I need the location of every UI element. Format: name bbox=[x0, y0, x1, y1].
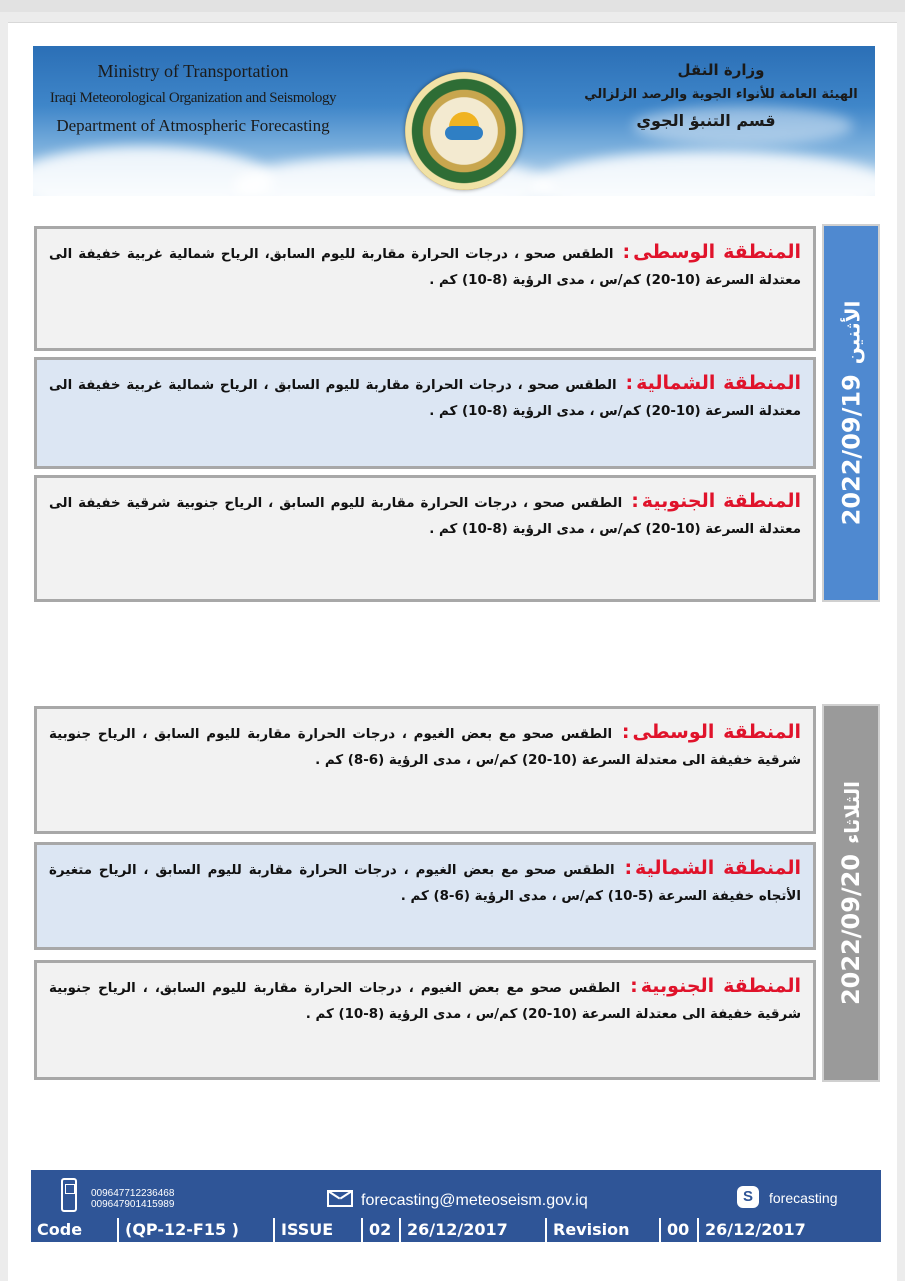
day-name-label: الثلاثاء bbox=[840, 780, 864, 844]
document-control-bar bbox=[31, 1218, 881, 1242]
code-label: Code bbox=[37, 1220, 83, 1239]
skype-handle[interactable]: forecasting bbox=[769, 1190, 838, 1206]
region-name: المنطقة الجنوبية bbox=[640, 975, 801, 997]
region-central-day1 bbox=[34, 226, 816, 351]
region-colon: : bbox=[631, 490, 639, 512]
revision-label: Revision bbox=[545, 1218, 659, 1242]
issue-label: ISSUE bbox=[273, 1218, 361, 1242]
skype-icon: S bbox=[737, 1186, 759, 1208]
region-colon: : bbox=[630, 975, 638, 997]
region-colon: : bbox=[625, 372, 634, 394]
region-south-day2 bbox=[34, 960, 816, 1080]
organization-name-en: Iraqi Meteorological Organization and Seismology bbox=[49, 90, 337, 106]
date-label: 2022/09/19 bbox=[837, 374, 865, 526]
region-forecast-text: الطقس صحو ، درجات الحرارة مقاربة لليوم السابق ، الرياح جنوبية شرقية خفيفة الى معتدلة السرعة (10-20) كم/س ، مدى الرؤية (8-10) كم . bbox=[49, 496, 801, 537]
region-name: المنطقة الجنوبية bbox=[641, 490, 801, 512]
phone-number: 009647712236468 bbox=[91, 1188, 175, 1199]
cloud-icon bbox=[445, 126, 483, 140]
ministry-name-en: Ministry of Transportation bbox=[97, 61, 289, 81]
region-forecast-text: الطقس صحو ، درجات الحرارة مقاربة لليوم السابق، الرياح شمالية غربية خفيفة الى معتدلة السرعة (10-20) كم/س ، مدى الرؤية (8-10) كم . bbox=[49, 247, 801, 288]
page-sheet bbox=[8, 22, 897, 1281]
region-south-day1 bbox=[34, 475, 816, 602]
header-arabic bbox=[581, 58, 861, 134]
region-north-day2 bbox=[34, 842, 816, 950]
header-banner bbox=[33, 46, 875, 196]
top-strip bbox=[0, 0, 905, 12]
region-forecast-text: الطقس صحو ، درجات الحرارة مقاربة لليوم السابق ، الرياح شمالية غربية خفيفة الى معتدلة السرعة (10-20) كم/س ، مدى الرؤية (8-10) كم . bbox=[49, 378, 801, 419]
phone-number: 009647901415989 bbox=[91, 1199, 175, 1210]
region-colon: : bbox=[622, 241, 631, 263]
region-name: المنطقة الشمالية bbox=[636, 372, 801, 394]
region-forecast-text: الطقس صحو مع بعض الغيوم ، درجات الحرارة مقاربة لليوم السابق ، الرياح جنوبية شرقية خفيفة الى معتدلة السرعة (10-20) كم/س ، مدى الرؤية (6-8) كم . bbox=[49, 727, 801, 768]
issue-number: 02 bbox=[361, 1218, 399, 1242]
ministry-name-ar: وزارة النقل bbox=[677, 61, 765, 79]
phone-icon bbox=[61, 1178, 77, 1212]
region-name: المنطقة الوسطى bbox=[632, 721, 801, 743]
phone-numbers bbox=[91, 1188, 174, 1210]
department-name-en: Department of Atmospheric Forecasting bbox=[56, 116, 330, 135]
email-link[interactable]: forecasting@meteoseism.gov.iq bbox=[361, 1192, 588, 1209]
organization-name-ar: الهيئة العامة للأنواء الجوية والرصد الزلزالي bbox=[584, 87, 858, 102]
header-english bbox=[43, 58, 343, 139]
mail-icon bbox=[327, 1190, 353, 1207]
region-colon: : bbox=[621, 721, 630, 743]
date-tab-day1 bbox=[822, 224, 880, 602]
region-name: المنطقة الشمالية bbox=[635, 857, 801, 879]
department-name-ar: قسم التنبؤ الجوي bbox=[636, 111, 776, 130]
region-forecast-text: الطقس صحو مع بعض الغيوم ، درجات الحرارة مقاربة لليوم السابق، ، الرياح جنوبية شرقية خفيفة الى معتدلة السرعة (10-20) كم/س ، مدى الرؤية (8-10) كم . bbox=[49, 981, 801, 1022]
date-tab-day2 bbox=[822, 704, 880, 1082]
region-name: المنطقة الوسطى bbox=[633, 241, 801, 263]
cloud-shape bbox=[533, 151, 875, 196]
revision-date: 26/12/2017 bbox=[697, 1218, 881, 1242]
code-value: (QP-12-F15 ) bbox=[117, 1218, 273, 1242]
region-colon: : bbox=[624, 857, 633, 879]
issue-date: 26/12/2017 bbox=[399, 1218, 545, 1242]
region-north-day1 bbox=[34, 357, 816, 469]
day-name-label: الأثنين bbox=[840, 300, 864, 365]
region-central-day2 bbox=[34, 706, 816, 834]
region-forecast-text: الطقس صحو مع بعض الغيوم ، درجات الحرارة مقاربة لليوم السابق ، الرياح متغيرة الأتجاه خفيفة السرعة (5-10) كم/س ، مدى الرؤية (6-8) كم . bbox=[49, 863, 801, 904]
date-label: 2022/09/20 bbox=[837, 853, 865, 1006]
revision-number: 00 bbox=[659, 1218, 697, 1242]
footer-contact-bar bbox=[31, 1170, 881, 1218]
organization-emblem-icon bbox=[405, 72, 523, 190]
